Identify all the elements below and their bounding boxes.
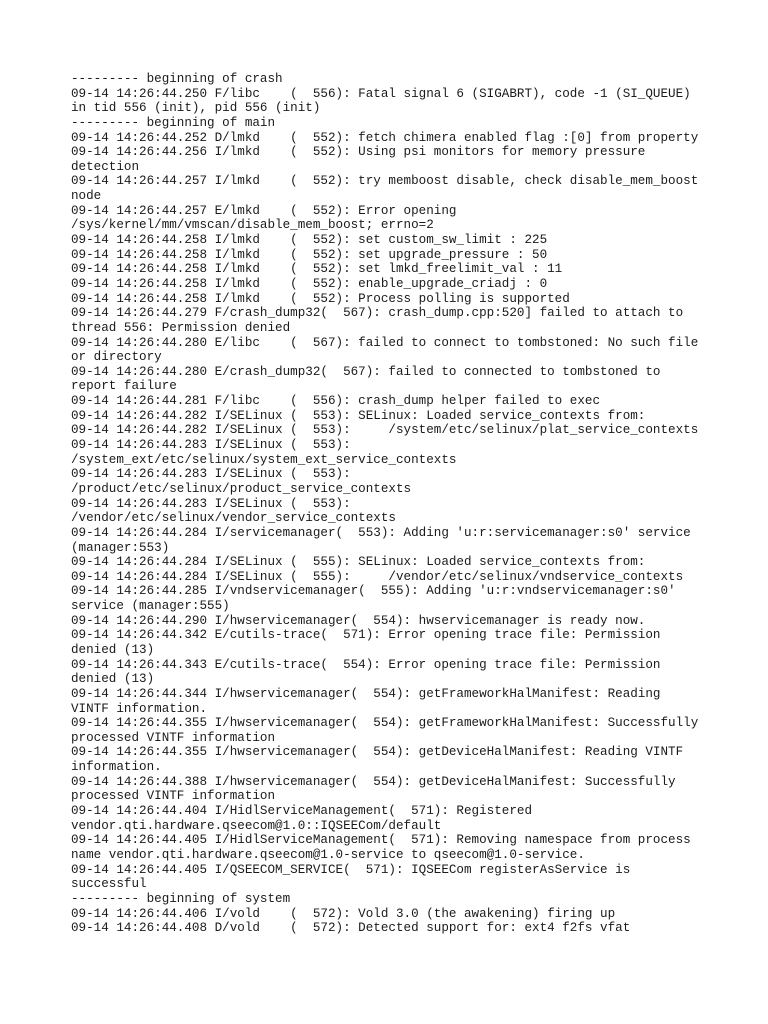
log-line: 09-14 14:26:44.252 D/lmkd ( 552): fetch chimera enabled flag :[0] from property (71, 130, 699, 145)
log-line: in tid 556 (init), pid 556 (init) (71, 101, 321, 116)
log-line: successful (71, 877, 147, 892)
log-line: 09-14 14:26:44.258 I/lmkd ( 552): set lmkd_freelimit_val : 11 (71, 262, 563, 277)
log-line: /sys/kernel/mm/vmscan/disable_mem_boost; errno=2 (71, 218, 434, 233)
log-line: --------- beginning of main (71, 115, 276, 130)
log-line: 09-14 14:26:44.408 D/vold ( 572): Detected support for: ext4 f2fs vfat (71, 921, 631, 936)
log-line: 09-14 14:26:44.284 I/SELinux ( 555): SELinux: Loaded service_contexts from: (71, 555, 646, 570)
log-line: --------- beginning of crash (71, 72, 283, 86)
log-line: information. (71, 760, 162, 775)
log-line: 09-14 14:26:44.282 I/SELinux ( 553): SELinux: Loaded service_contexts from: (71, 408, 646, 423)
log-line: 09-14 14:26:44.282 I/SELinux ( 553): /system/etc/selinux/plat_service_contexts (71, 423, 699, 438)
log-line: denied (13) (71, 642, 155, 657)
log-line: /vendor/etc/selinux/vendor_service_contexts (71, 511, 396, 526)
log-line: vendor.qti.hardware.qseecom@1.0::IQSEECom/default (71, 818, 442, 833)
log-line: 09-14 14:26:44.257 E/lmkd ( 552): Error opening (71, 203, 457, 218)
log-line: 09-14 14:26:44.257 I/lmkd ( 552): try memboost disable, check disable_mem_boost (71, 174, 699, 189)
log-line: name vendor.qti.hardware.qseecom@1.0-service to qseecom@1.0-service. (71, 847, 585, 862)
log-line: 09-14 14:26:44.355 I/hwservicemanager( 554): getDeviceHalManifest: Reading VINTF (71, 745, 684, 760)
log-line: 09-14 14:26:44.280 E/crash_dump32( 567): failed to connected to tombstoned to (71, 364, 661, 379)
log-text (71, 72, 711, 936)
log-line: thread 556: Permission denied (71, 320, 291, 335)
log-line: 09-14 14:26:44.283 I/SELinux ( 553): (71, 467, 351, 482)
log-line: 09-14 14:26:44.250 F/libc ( 556): Fatal signal 6 (SIGABRT), code -1 (SI_QUEUE) (71, 86, 691, 101)
log-line: (manager:553) (71, 540, 170, 555)
log-line: 09-14 14:26:44.404 I/HidlServiceManagement( 571): Registered (71, 804, 533, 819)
log-line: 09-14 14:26:44.279 F/crash_dump32( 567): crash_dump.cpp:520] failed to attach to (71, 306, 684, 321)
log-line: 09-14 14:26:44.256 I/lmkd ( 552): Using psi monitors for memory pressure (71, 145, 646, 160)
log-line: or directory (71, 350, 162, 365)
log-line: 09-14 14:26:44.343 E/cutils-trace( 554): Error opening trace file: Permission (71, 657, 661, 672)
log-line: 09-14 14:26:44.406 I/vold ( 572): Vold 3.0 (the awakening) firing up (71, 906, 616, 921)
log-line: 09-14 14:26:44.258 I/lmkd ( 552): set upgrade_pressure : 50 (71, 247, 548, 262)
log-line: 09-14 14:26:44.258 I/lmkd ( 552): set custom_sw_limit : 225 (71, 233, 548, 248)
log-line: 09-14 14:26:44.344 I/hwservicemanager( 554): getFrameworkHalManifest: Reading (71, 686, 661, 701)
log-line: service (manager:555) (71, 599, 230, 614)
log-line: 09-14 14:26:44.283 I/SELinux ( 553): (71, 496, 351, 511)
log-line: processed VINTF information (71, 730, 276, 745)
log-line: /product/etc/selinux/product_service_contexts (71, 481, 412, 496)
log-line: VINTF information. (71, 701, 208, 716)
log-line: 09-14 14:26:44.405 I/HidlServiceManagement( 571): Removing namespace from process (71, 833, 691, 848)
log-line: 09-14 14:26:44.258 I/lmkd ( 552): Process polling is supported (71, 291, 570, 306)
log-line: node (71, 189, 102, 204)
log-line: 09-14 14:26:44.284 I/servicemanager( 553): Adding 'u:r:servicemanager:s0' service (71, 525, 691, 540)
log-line: detection (71, 159, 140, 174)
log-line: 09-14 14:26:44.280 E/libc ( 567): failed to connect to tombstoned: No such file (71, 335, 699, 350)
log-line: 09-14 14:26:44.342 E/cutils-trace( 571): Error opening trace file: Permission (71, 628, 661, 643)
log-line: 09-14 14:26:44.281 F/libc ( 556): crash_dump helper failed to exec (71, 394, 601, 409)
log-line: /system_ext/etc/selinux/system_ext_service_contexts (71, 452, 457, 467)
log-line: 09-14 14:26:44.258 I/lmkd ( 552): enable_upgrade_criadj : 0 (71, 276, 548, 291)
log-line: 09-14 14:26:44.355 I/hwservicemanager( 554): getFrameworkHalManifest: Successfully (71, 716, 699, 731)
log-line: 09-14 14:26:44.283 I/SELinux ( 553): (71, 438, 351, 453)
log-line: 09-14 14:26:44.285 I/vndservicemanager( 555): Adding 'u:r:vndservicemanager:s0' (71, 584, 676, 599)
log-line: 09-14 14:26:44.284 I/SELinux ( 555): /vendor/etc/selinux/vndservice_contexts (71, 569, 684, 584)
log-line: report failure (71, 379, 177, 394)
log-line: processed VINTF information (71, 789, 276, 804)
log-line: 09-14 14:26:44.290 I/hwservicemanager( 554): hwservicemanager is ready now. (71, 613, 646, 628)
log-line: 09-14 14:26:44.405 I/QSEECOM_SERVICE( 571): IQSEECom registerAsService is (71, 862, 631, 877)
log-line: 09-14 14:26:44.388 I/hwservicemanager( 554): getDeviceHalManifest: Successfully (71, 774, 676, 789)
log-line: --------- beginning of system (71, 891, 291, 906)
log-line: denied (13) (71, 672, 155, 687)
